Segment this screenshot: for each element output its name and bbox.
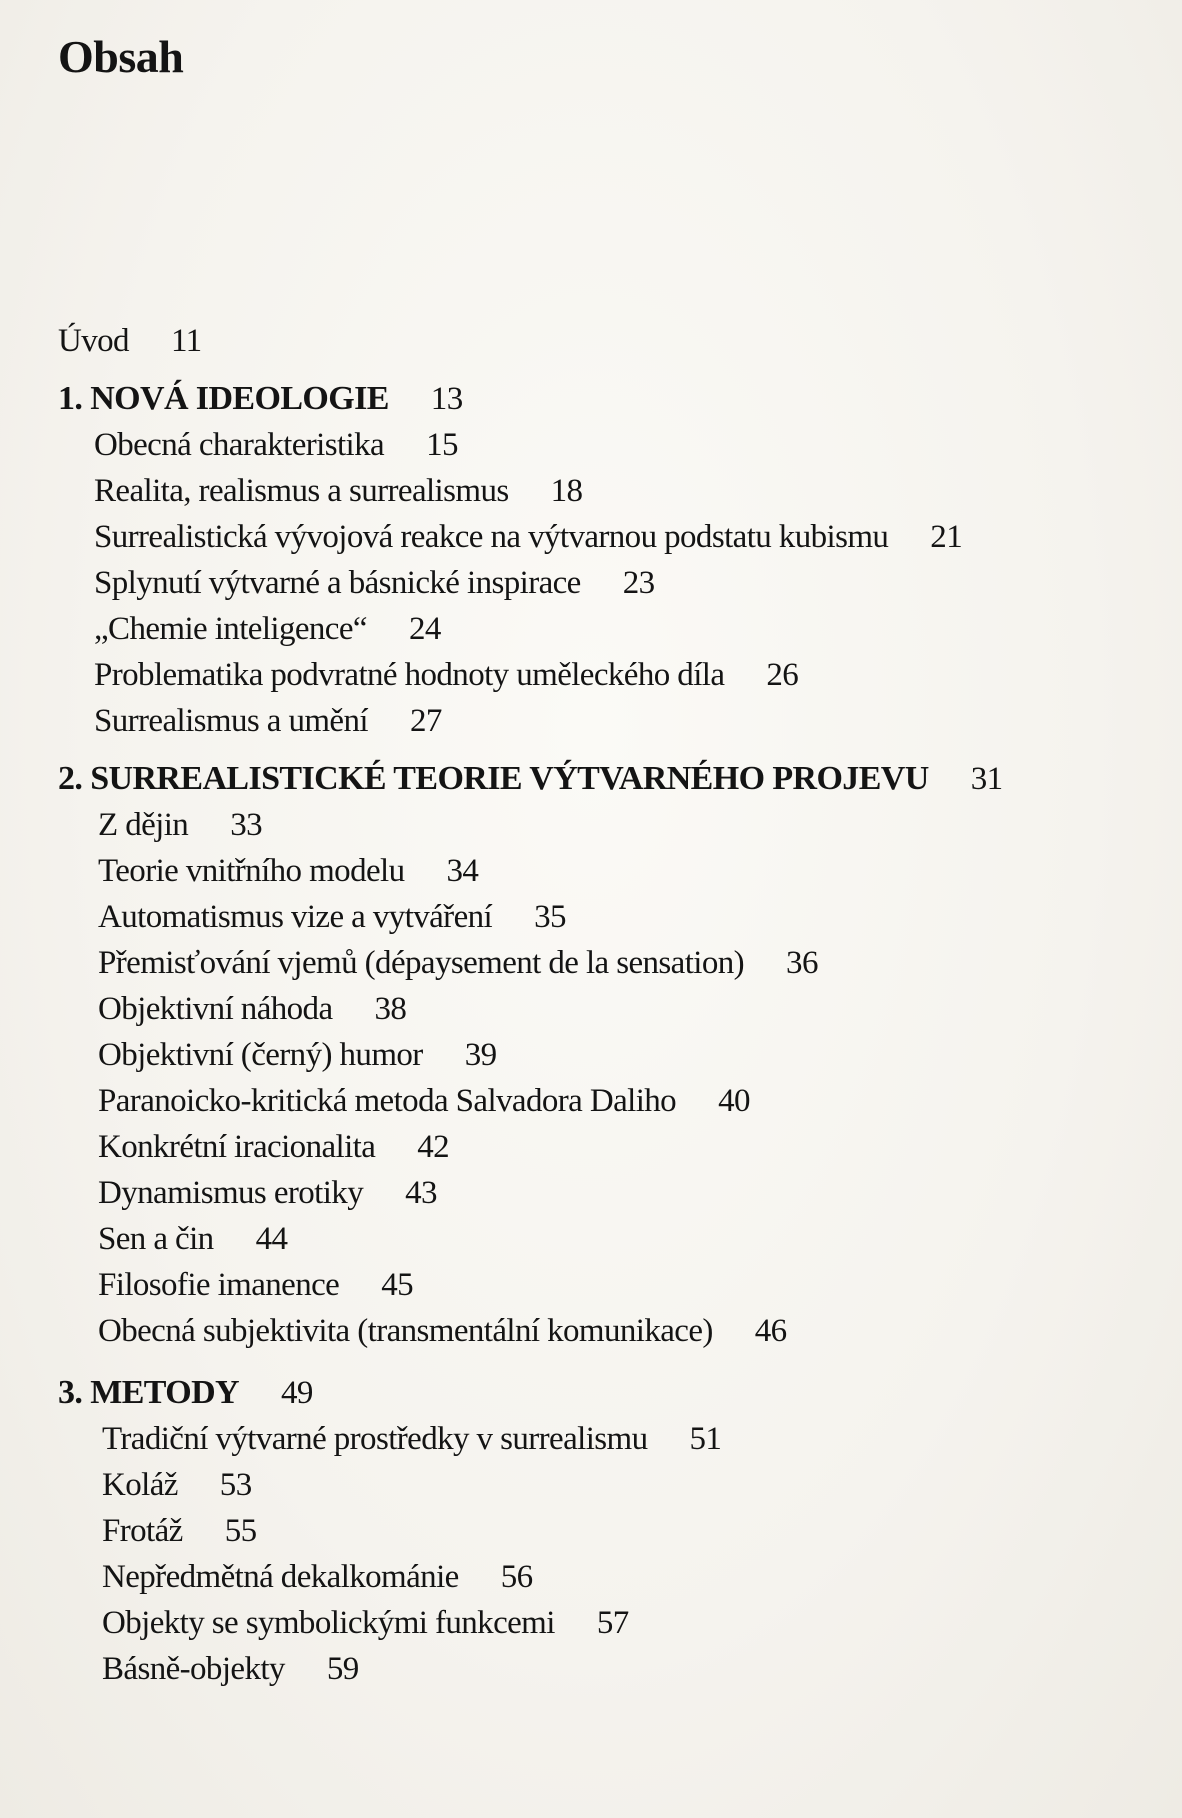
toc-section-label: Objektivní (černý) humor <box>98 1037 423 1073</box>
toc-section <box>58 606 1158 652</box>
table-of-contents <box>58 318 1158 1692</box>
toc-section-label: Básně-objekty <box>102 1651 285 1687</box>
toc-section-label: Teorie vnitřního modelu <box>98 853 405 889</box>
toc-section-page: 39 <box>464 1037 497 1073</box>
toc-section <box>58 848 1158 894</box>
toc-section-label: Tradiční výtvarné prostředky v surrealismu <box>102 1421 648 1457</box>
toc-section <box>58 1646 1158 1692</box>
toc-section <box>58 894 1158 940</box>
toc-section-page: 56 <box>500 1559 533 1595</box>
toc-section-label: Splynutí výtvarné a básnické inspirace <box>94 565 581 601</box>
toc-section <box>58 1554 1158 1600</box>
toc-section-page: 35 <box>534 899 566 935</box>
toc-section <box>58 422 1158 468</box>
toc-entry-intro <box>58 318 1158 364</box>
toc-section-page: 51 <box>689 1421 722 1457</box>
toc-section <box>58 1170 1158 1216</box>
toc-section <box>58 1600 1158 1646</box>
toc-section-page: 34 <box>446 853 479 889</box>
toc-section <box>58 698 1158 744</box>
toc-section <box>58 802 1158 848</box>
toc-section <box>58 1308 1158 1354</box>
toc-section <box>58 1032 1158 1078</box>
toc-section-label: Paranoicko-kritická metoda Salvadora Daliho <box>98 1083 677 1119</box>
toc-section-label: „Chemie inteligence“ <box>94 611 367 647</box>
toc-section-label: Sen a čin <box>98 1221 214 1257</box>
toc-section-label: Surrealismus a umění <box>94 703 368 739</box>
toc-section <box>58 1124 1158 1170</box>
toc-section-page: 55 <box>224 1513 257 1549</box>
toc-section-page: 46 <box>754 1313 787 1349</box>
toc-section-label: Problematika podvratné hodnoty uměleckého díla <box>94 657 725 693</box>
toc-section <box>58 1078 1158 1124</box>
toc-section-label: Realita, realismus a surrealismus <box>94 473 509 509</box>
toc-section <box>58 940 1158 986</box>
toc-section <box>58 1416 1158 1462</box>
toc-chapter-3 <box>58 1370 1158 1416</box>
toc-section <box>58 1262 1158 1308</box>
toc-section-label: Z dějin <box>98 807 189 843</box>
toc-section-page: 45 <box>381 1267 414 1303</box>
toc-section-label: Frotáž <box>102 1513 183 1549</box>
toc-chapter-page: 49 <box>281 1375 313 1411</box>
toc-section-page: 38 <box>374 991 407 1027</box>
toc-section <box>58 652 1158 698</box>
toc-section-page: 53 <box>219 1467 252 1503</box>
toc-section-label: Obecná charakteristika <box>94 427 385 463</box>
toc-section <box>58 1462 1158 1508</box>
page-title: Obsah <box>58 31 184 82</box>
toc-section-label: Koláž <box>102 1467 178 1503</box>
toc-section <box>58 560 1158 606</box>
toc-section <box>58 468 1158 514</box>
toc-section-page: 42 <box>417 1129 450 1165</box>
toc-section-label: Automatismus vize a vytváření <box>98 899 493 935</box>
toc-chapter-2 <box>58 756 1158 802</box>
toc-section-page: 15 <box>426 427 458 463</box>
toc-section-page: 23 <box>622 565 655 601</box>
toc-section-label: Objekty se symbolickými funkcemi <box>102 1605 555 1641</box>
toc-section-page: 21 <box>930 519 963 555</box>
toc-section-page: 43 <box>405 1175 437 1211</box>
toc-section-page: 44 <box>255 1221 288 1257</box>
toc-section-label: Objektivní náhoda <box>98 991 333 1027</box>
toc-chapter-1 <box>58 376 1158 422</box>
toc-section-label: Přemisťování vjemů (dépaysement de la sensation) <box>98 945 745 981</box>
toc-section-label: Konkrétní iracionalita <box>98 1129 376 1165</box>
toc-section <box>58 1508 1158 1554</box>
toc-section-page: 26 <box>766 657 799 693</box>
toc-section-label: Surrealistická vývojová reakce na výtvarnou podstatu kubismu <box>94 519 889 555</box>
toc-chapter-page: 13 <box>430 381 463 417</box>
toc-section-page: 27 <box>409 703 442 739</box>
toc-entry-page: 11 <box>170 323 202 359</box>
toc-section-page: 24 <box>408 611 441 647</box>
toc-section-label: Nepředmětná dekalkománie <box>102 1559 459 1595</box>
toc-section-label: Dynamismus erotiky <box>98 1175 364 1211</box>
toc-section <box>58 986 1158 1032</box>
toc-chapter-label: 1. NOVÁ IDEOLOGIE <box>58 380 389 417</box>
toc-section-label: Obecná subjektivita (transmentální komunikace) <box>98 1313 713 1349</box>
toc-section-label: Filosofie imanence <box>98 1267 340 1303</box>
toc-section-page: 57 <box>596 1605 629 1641</box>
toc-section <box>58 514 1158 560</box>
toc-section <box>58 1216 1158 1262</box>
toc-section-page: 33 <box>230 807 263 843</box>
toc-chapter-page: 31 <box>970 761 1003 797</box>
toc-chapter-label: 2. SURREALISTICKÉ TEORIE VÝTVARNÉHO PROJEVU <box>58 760 929 797</box>
toc-section-page: 59 <box>326 1651 359 1687</box>
toc-entry-label: Úvod <box>58 323 129 359</box>
toc-section-page: 40 <box>718 1083 750 1119</box>
toc-chapter-label: 3. METODY <box>58 1374 239 1411</box>
toc-section-page: 18 <box>550 473 583 509</box>
toc-section-page: 36 <box>786 945 818 981</box>
